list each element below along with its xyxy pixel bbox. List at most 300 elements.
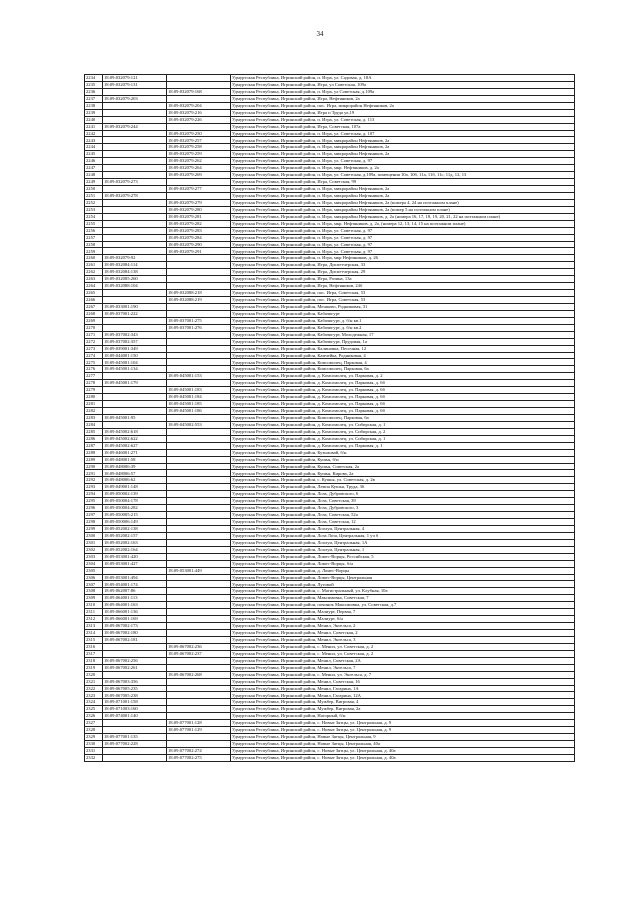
row-number-cell: 2323	[85, 692, 103, 699]
row-number-cell: 2269	[85, 317, 103, 324]
object-cadastral-number-cell	[167, 179, 231, 186]
address-cell: Удмуртская Республика, Игринский район, Ломес-Ворцы, б/н	[231, 560, 575, 567]
table-row	[85, 352, 575, 359]
row-number-cell: 2309	[85, 595, 103, 602]
cadastral-number-cell: 18:09:052002:163	[103, 539, 167, 546]
address-cell: Удмуртская Республика, Игринский район, Игра, Разина, 13а	[231, 276, 575, 283]
cadastral-number-cell	[103, 186, 167, 193]
table-row	[85, 741, 575, 748]
row-number-cell: 2316	[85, 643, 103, 650]
object-cadastral-number-cell	[167, 345, 231, 352]
object-cadastral-number-cell: 18:09:032079:264	[167, 165, 231, 172]
table-row	[85, 581, 575, 588]
row-number-cell: 2288	[85, 449, 103, 456]
cadastral-number-cell	[103, 324, 167, 331]
address-cell: Удмуртская Республика, Игринский район, Игра, Нефтяников, 2а	[231, 95, 575, 102]
cadastral-number-cell: 18:09:067005:235	[103, 685, 167, 692]
object-cadastral-number-cell	[167, 414, 231, 421]
address-cell: Удмуртская Республика, Игринский район, п. Игра, микрорайон Нефтяников, 2а	[231, 137, 575, 144]
cadastral-number-cell	[103, 102, 167, 109]
row-number-cell: 2246	[85, 158, 103, 165]
row-number-cell: 2303	[85, 553, 103, 560]
cadastral-number-cell: 18:09:032088:104	[103, 283, 167, 290]
table-row	[85, 699, 575, 706]
cadastral-number-cell	[103, 421, 167, 428]
object-cadastral-number-cell: 18:09:032088:218	[167, 290, 231, 297]
address-cell: Удмуртская Республика, Игринский район, Менил, Энгельса, 7	[231, 664, 575, 671]
address-cell: Удмуртская Республика, Игринский район, Кабачигурт, д. б/н кв.1	[231, 317, 575, 324]
object-cadastral-number-cell: 18:09:032079:279	[167, 199, 231, 206]
object-cadastral-number-cell	[167, 359, 231, 366]
table-row	[85, 130, 575, 137]
address-cell: Удмуртская Республика, Игринский район, Лоза, Дубровского, 6	[231, 491, 575, 498]
row-number-cell: 2262	[85, 269, 103, 276]
table-row	[85, 553, 575, 560]
cadastral-number-cell: 18:09:045002:622	[103, 435, 167, 442]
row-number-cell: 2311	[85, 609, 103, 616]
cadastral-number-cell: 18:09:052002:164	[103, 546, 167, 553]
row-number-cell: 2242	[85, 130, 103, 137]
row-number-cell: 2281	[85, 401, 103, 408]
address-cell: Удмуртская Республика, Игринский район, Мужбер, Вятровая, 4	[231, 699, 575, 706]
object-cadastral-number-cell	[167, 192, 231, 199]
object-cadastral-number-cell	[167, 352, 231, 359]
cadastral-number-cell: 18:09:052002:138	[103, 525, 167, 532]
object-cadastral-number-cell: 18:09:032079:204	[167, 102, 231, 109]
address-cell: Удмуртская Республика, Игринский район, Лоза, Советская, 39	[231, 498, 575, 505]
cadastral-number-cell	[103, 109, 167, 116]
row-number-cell: 2245	[85, 151, 103, 158]
address-cell: Удмуртская Республика, Игринский район, Менил, Энгельса, 2	[231, 623, 575, 630]
table-row	[85, 512, 575, 519]
table-row	[85, 297, 575, 304]
cadastral-number-cell	[103, 408, 167, 415]
address-cell: Удмуртская Республика, Игринский район, Ломес-Ворцы, Российская, 5	[231, 553, 575, 560]
table-row	[85, 255, 575, 262]
address-cell: Удмуртская Республика, Игринский район, с. Менил, ул. Советская, д. 2	[231, 643, 575, 650]
address-cell: Удмуртская Республика, Игринский район, починок Максимовка, ул. Советская, д.7	[231, 602, 575, 609]
row-number-cell: 2298	[85, 519, 103, 526]
table-row	[85, 643, 575, 650]
row-number-cell: 2308	[85, 588, 103, 595]
cadastral-number-cell: 18:09:050005:215	[103, 512, 167, 519]
cadastral-number-cell: 18:09:053001:420	[103, 553, 167, 560]
object-cadastral-number-cell	[167, 380, 231, 387]
object-cadastral-number-cell	[167, 539, 231, 546]
row-number-cell: 2279	[85, 387, 103, 394]
row-number-cell: 2324	[85, 699, 103, 706]
cadastral-number-cell	[103, 88, 167, 95]
row-number-cell: 2243	[85, 137, 103, 144]
row-number-cell: 2254	[85, 213, 103, 220]
cadastral-number-cell: 18:09:032079:131	[103, 81, 167, 88]
table-row	[85, 567, 575, 574]
object-cadastral-number-cell: 18:09:032079:281	[167, 213, 231, 220]
cadastral-number-cell: 18:09:037002:357	[103, 338, 167, 345]
address-cell: Удмуртская Республика, Игринский район, Новые Зятцы, Центральная, 40а	[231, 741, 575, 748]
address-cell: Удмуртская Республика, Игринский район, с. Новые Зятцы, ул. Центральная, д. 9	[231, 720, 575, 727]
cadastral-number-cell	[103, 137, 167, 144]
address-cell: Удмуртская Республика, Игринский район, п. Игра, ул Советская, д.109а	[231, 88, 575, 95]
cadastral-number-cell	[103, 317, 167, 324]
cadastral-number-cell: 18:09:033001:190	[103, 303, 167, 310]
table-row	[85, 123, 575, 130]
address-cell: Удмуртская Республика, Игринский район, с. Менил, ул. Энгельса, д. 7	[231, 671, 575, 678]
table-row	[85, 650, 575, 657]
object-cadastral-number-cell	[167, 123, 231, 130]
cadastral-number-cell	[103, 290, 167, 297]
table-row	[85, 290, 575, 297]
cadastral-number-cell: 18:09:045001:179	[103, 380, 167, 387]
row-number-cell: 2257	[85, 234, 103, 241]
row-number-cell: 2284	[85, 421, 103, 428]
row-number-cell: 2256	[85, 227, 103, 234]
table-row	[85, 317, 575, 324]
address-cell: Удмуртская Республика, Игринский район, пос. Игра, микрорайон Нефтяников, 2а	[231, 102, 575, 109]
cadastral-number-cell	[103, 297, 167, 304]
row-number-cell: 2291	[85, 470, 103, 477]
row-number-cell: 2305	[85, 567, 103, 574]
address-cell: Удмуртская Республика, Игринский район, Камчейка, Родниковая, 4	[231, 352, 575, 359]
table-row	[85, 706, 575, 713]
cadastral-number-cell: 18:09:053001:494	[103, 574, 167, 581]
address-cell: Удмуртская Республика, Игринский район, Малиурт, б/н	[231, 616, 575, 623]
table-row	[85, 616, 575, 623]
row-number-cell: 2247	[85, 165, 103, 172]
row-number-cell: 2274	[85, 352, 103, 359]
cadastral-number-cell: 18:09:067002:173	[103, 623, 167, 630]
address-cell: Удмуртская Республика, Игринский район, Максимовка, Советская, 7	[231, 595, 575, 602]
object-cadastral-number-cell	[167, 609, 231, 616]
cadastral-number-cell	[103, 172, 167, 179]
cadastral-number-cell: 18:09:048006:57	[103, 470, 167, 477]
object-cadastral-number-cell: 18:09:067002:237	[167, 650, 231, 657]
cadastral-number-cell: 18:09:067002:181	[103, 636, 167, 643]
address-cell: Удмуртская Республика, Игринский район, п. Игра, ул. Советская, д. 97	[231, 227, 575, 234]
table-row	[85, 532, 575, 539]
object-cadastral-number-cell	[167, 553, 231, 560]
object-cadastral-number-cell	[167, 477, 231, 484]
table-row	[85, 269, 575, 276]
cadastral-number-cell	[103, 158, 167, 165]
address-cell: Удмуртская Республика, Игринский район, Игра, Советская, 107а	[231, 123, 575, 130]
row-number-cell: 2248	[85, 172, 103, 179]
address-cell: Удмуртская Республика, Игринский район, с. Новые Зятцы, ул. Центральная, д. 9	[231, 727, 575, 734]
object-cadastral-number-cell: 18:09:037001:275	[167, 317, 231, 324]
row-number-cell: 2302	[85, 546, 103, 553]
row-number-cell: 2321	[85, 678, 103, 685]
cadastral-number-cell: 18:09:032079:273	[103, 179, 167, 186]
cadastral-number-cell: 18:09:032085:260	[103, 276, 167, 283]
row-number-cell: 2234	[85, 75, 103, 82]
table-row	[85, 671, 575, 678]
address-cell: Удмуртская Республика, Игринский район, Лоза Лоза, Центральная, 1 уч б	[231, 532, 575, 539]
object-cadastral-number-cell	[167, 366, 231, 373]
object-cadastral-number-cell	[167, 505, 231, 512]
row-number-cell: 2253	[85, 206, 103, 213]
row-number-cell: 2294	[85, 491, 103, 498]
row-number-cell: 2313	[85, 623, 103, 630]
table-row	[85, 359, 575, 366]
row-number-cell: 2292	[85, 477, 103, 484]
table-row	[85, 609, 575, 616]
object-cadastral-number-cell	[167, 692, 231, 699]
address-cell: Удмуртская Республика, Игринский район, д. Комсомолец, ул. Сибирская, д. 2	[231, 428, 575, 435]
object-cadastral-number-cell	[167, 519, 231, 526]
row-number-cell: 2307	[85, 581, 103, 588]
object-cadastral-number-cell: 18:09:032079:280	[167, 206, 231, 213]
object-cadastral-number-cell	[167, 734, 231, 741]
address-cell: Удмуртская Республика, Игринский район, Луговой	[231, 581, 575, 588]
row-number-cell: 2286	[85, 435, 103, 442]
table-row	[85, 428, 575, 435]
cadastral-number-cell	[103, 401, 167, 408]
cadastral-number-cell: 18:09:032079:244	[103, 123, 167, 130]
row-number-cell: 2299	[85, 525, 103, 532]
cadastral-number-cell: 18:09:077002:228	[103, 741, 167, 748]
table-row	[85, 227, 575, 234]
row-number-cell: 2267	[85, 303, 103, 310]
row-number-cell: 2332	[85, 754, 103, 761]
row-number-cell: 2238	[85, 102, 103, 109]
object-cadastral-number-cell	[167, 581, 231, 588]
object-cadastral-number-cell	[167, 484, 231, 491]
table-row	[85, 213, 575, 220]
object-cadastral-number-cell: 18:09:067002:268	[167, 671, 231, 678]
address-cell: Удмуртская Республика, Игринский район, пос. Игра, Советская, 53	[231, 297, 575, 304]
cadastral-number-cell: 18:09:048006:39	[103, 463, 167, 470]
row-number-cell: 2249	[85, 179, 103, 186]
address-cell: Удмуртская Республика, Игринский район, д. Комсомолец, ул. Парковая, д. 6б	[231, 380, 575, 387]
address-cell: Удмуртская Республика, Игринский район, д. Комсомолец, ул. Сибирская, д. 1	[231, 421, 575, 428]
address-cell: Удмуртская Республика, Игринский район, Лоза, Дубровского, 3	[231, 505, 575, 512]
cadastral-number-cell: 18:09:066001:169	[103, 616, 167, 623]
table-row	[85, 116, 575, 123]
table-row	[85, 158, 575, 165]
object-cadastral-number-cell	[167, 595, 231, 602]
table-row	[85, 234, 575, 241]
object-cadastral-number-cell	[167, 75, 231, 82]
object-cadastral-number-cell	[167, 428, 231, 435]
table-row	[85, 525, 575, 532]
row-number-cell: 2240	[85, 116, 103, 123]
object-cadastral-number-cell	[167, 713, 231, 720]
cadastral-number-cell	[103, 234, 167, 241]
object-cadastral-number-cell	[167, 331, 231, 338]
address-cell: Удмуртская Республика, Игринский район, п. Игра, мкр. Нефтяников, д. 2а	[231, 165, 575, 172]
object-cadastral-number-cell	[167, 706, 231, 713]
row-number-cell: 2263	[85, 276, 103, 283]
address-cell: Удмуртская Республика, Игринский район, п. Игра, ул. Советская, д. 97	[231, 234, 575, 241]
table-row	[85, 75, 575, 82]
row-number-cell: 2296	[85, 505, 103, 512]
cadastral-number-cell	[103, 387, 167, 394]
table-row	[85, 387, 575, 394]
cadastral-number-cell: 18:09:048006:62	[103, 477, 167, 484]
object-cadastral-number-cell: 18:09:067002:236	[167, 643, 231, 650]
row-number-cell: 2320	[85, 671, 103, 678]
cadastral-number-cell: 18:09:071003:160	[103, 706, 167, 713]
object-cadastral-number-cell	[167, 602, 231, 609]
row-number-cell: 2239	[85, 109, 103, 116]
table-row	[85, 442, 575, 449]
address-cell: Удмуртская Республика, Игринский район, Кушья, Советская, 2а	[231, 463, 575, 470]
table-row	[85, 449, 575, 456]
cadastral-number-cell	[103, 747, 167, 754]
address-cell: Удмуртская Республика, Игринский район, Менил, Гагарина, 12А	[231, 692, 575, 699]
address-cell: Удмуртская Республика, Игринский район, Менил, Гагарина, 1А	[231, 685, 575, 692]
address-cell: Удмуртская Республика, Игринский район, с. Кушья, ул. Советская, д. 2в	[231, 477, 575, 484]
object-cadastral-number-cell	[167, 491, 231, 498]
object-cadastral-number-cell: 18:09:032079:259	[167, 151, 231, 158]
row-number-cell: 2259	[85, 248, 103, 255]
row-number-cell: 2317	[85, 650, 103, 657]
address-cell: Удмуртская Республика, Игринский район, д. Комсомолец, ул. Парковая, д. 6б	[231, 401, 575, 408]
object-cadastral-number-cell	[167, 310, 231, 317]
object-cadastral-number-cell: 18:09:032079:250	[167, 130, 231, 137]
table-row	[85, 498, 575, 505]
row-number-cell: 2264	[85, 283, 103, 290]
table-row	[85, 88, 575, 95]
address-cell: Удмуртская Республика, Игринский район, пос. Игра, Советская, 53	[231, 290, 575, 297]
object-cadastral-number-cell	[167, 546, 231, 553]
address-cell: Удмуртская Республика, Игринский район, д. Комсомолец, ул. Парковая, д. 6б	[231, 408, 575, 415]
table-row	[85, 484, 575, 491]
object-cadastral-number-cell: 18:09:045001:186	[167, 408, 231, 415]
row-number-cell: 2329	[85, 734, 103, 741]
address-cell: Удмуртская Республика, Игринский район, с. Новые Зятцы, ул. Центральная, д. 40а	[231, 747, 575, 754]
object-cadastral-number-cell: 18:09:032079:168	[167, 88, 231, 95]
address-cell: Удмуртская Республика, Игринский район, п. Игра, микрорайон Нефтяников, 2а (номер 5 на поэтажном плане)	[231, 206, 575, 213]
address-cell: Удмуртская Республика, Игринский район, Кушья, б/н	[231, 456, 575, 463]
row-number-cell: 2236	[85, 88, 103, 95]
address-cell: Удмуртская Республика, Игринский район, п. Игра, микрорайон Нефтяников, 2а	[231, 144, 575, 151]
address-cell: Удмуртская Республика, Игринский район, д. Ломес-Ворцы	[231, 567, 575, 574]
row-number-cell: 2241	[85, 123, 103, 130]
cadastral-number-cell: 18:09:032079:92	[103, 255, 167, 262]
row-number-cell: 2293	[85, 484, 103, 491]
object-cadastral-number-cell: 18:09:045001:153	[167, 373, 231, 380]
table-row	[85, 470, 575, 477]
object-cadastral-number-cell	[167, 463, 231, 470]
cadastral-number-cell: 18:09:062007:86	[103, 588, 167, 595]
address-cell: Удмуртская Республика, Игринский район, Игра п Труда ул,19	[231, 109, 575, 116]
table-row	[85, 657, 575, 664]
object-cadastral-number-cell: 18:09:032079:257	[167, 137, 231, 144]
address-cell: Удмуртская Республика, Игринский район, д. Комсомолец, ул. Парковая, д. 1	[231, 442, 575, 449]
row-number-cell: 2251	[85, 192, 103, 199]
cadastral-number-cell	[103, 567, 167, 574]
row-number-cell: 2275	[85, 359, 103, 366]
row-number-cell: 2271	[85, 331, 103, 338]
table-row	[85, 283, 575, 290]
cadastral-number-cell	[103, 754, 167, 761]
cadastral-number-cell: 18:09:067002:261	[103, 664, 167, 671]
address-cell: Удмуртская Республика, Игринский район, Новые Зятцы, Центральная, 9	[231, 734, 575, 741]
table-row	[85, 331, 575, 338]
row-number-cell: 2282	[85, 408, 103, 415]
object-cadastral-number-cell	[167, 630, 231, 637]
table-row	[85, 713, 575, 720]
address-cell: Удмуртская Республика, Игринский район, Менил, Советская, 16	[231, 678, 575, 685]
address-cell: Удмуртская Республика, Игринский район, п. Игра, ул. Советская, д. 97	[231, 241, 575, 248]
object-cadastral-number-cell: 18:09:032079:258	[167, 144, 231, 151]
row-number-cell: 2268	[85, 310, 103, 317]
object-cadastral-number-cell: 18:09:045001:183	[167, 387, 231, 394]
row-number-cell: 2250	[85, 186, 103, 193]
cadastral-number-cell: 18:09:045001:134	[103, 366, 167, 373]
table-row	[85, 678, 575, 685]
row-number-cell: 2260	[85, 255, 103, 262]
table-row	[85, 421, 575, 428]
row-number-cell: 2276	[85, 366, 103, 373]
object-cadastral-number-cell: 18:09:032079:282	[167, 220, 231, 227]
cadastral-number-cell: 18:09:032084:138	[103, 269, 167, 276]
table-row	[85, 310, 575, 317]
cadastral-number-cell: 18:09:048001:58	[103, 456, 167, 463]
table-row	[85, 165, 575, 172]
object-cadastral-number-cell	[167, 525, 231, 532]
address-cell: Удмуртская Республика, Игринский район, Игра, ул Советская, 109а	[231, 81, 575, 88]
object-cadastral-number-cell: 18:09:045001:185	[167, 401, 231, 408]
cadastral-number-cell: 18:09:037002:343	[103, 331, 167, 338]
row-number-cell: 2295	[85, 498, 103, 505]
table-row	[85, 588, 575, 595]
cadastral-number-cell	[103, 130, 167, 137]
address-cell: Удмуртская Республика, Игринский район, Лоолуи, Центральная, 4	[231, 525, 575, 532]
address-cell: Удмуртская Республика, Игринский район, Менил, Советская, 2А	[231, 657, 575, 664]
row-number-cell: 2265	[85, 290, 103, 297]
table-row	[85, 414, 575, 421]
row-number-cell: 2278	[85, 380, 103, 387]
row-number-cell: 2327	[85, 720, 103, 727]
table-row	[85, 151, 575, 158]
table-row	[85, 539, 575, 546]
table-row	[85, 401, 575, 408]
address-cell: Удмуртская Республика, Игринский район, п. Игра, мкр Нефтяников, д. 26	[231, 255, 575, 262]
table-row	[85, 574, 575, 581]
object-cadastral-number-cell	[167, 435, 231, 442]
address-cell: Удмуртская Республика, Игринский район, Мешково, Родниковая, 31	[231, 303, 575, 310]
object-cadastral-number-cell: 18:09:032079:269	[167, 172, 231, 179]
address-cell: Удмуртская Республика, Игринский район, Игра, Нефтяников, 24б	[231, 283, 575, 290]
address-cell: Удмуртская Республика, Игринский район, Кабачигурт, Прудовая, 1а	[231, 338, 575, 345]
row-number-cell: 2322	[85, 685, 103, 692]
table-row	[85, 477, 575, 484]
cadastral-number-cell: 18:09:053001:427	[103, 560, 167, 567]
object-cadastral-number-cell	[167, 657, 231, 664]
address-cell: Удмуртская Республика, Игринский район, п. Игра, мкр. Нефтяников, д. 2а, (номера 12, 13, 14, 15 на поэтажном плане)	[231, 220, 575, 227]
table-row	[85, 102, 575, 109]
cadastral-number-cell	[103, 227, 167, 234]
table-row	[85, 435, 575, 442]
row-number-cell: 2252	[85, 199, 103, 206]
row-number-cell: 2306	[85, 574, 103, 581]
row-number-cell: 2289	[85, 456, 103, 463]
object-cadastral-number-cell	[167, 685, 231, 692]
table-row	[85, 623, 575, 630]
object-cadastral-number-cell	[167, 560, 231, 567]
row-number-cell: 2280	[85, 394, 103, 401]
object-cadastral-number-cell	[167, 81, 231, 88]
address-cell: Удмуртская Республика, Игринский район, Менил, Советская, 2	[231, 630, 575, 637]
table-row	[85, 754, 575, 761]
object-cadastral-number-cell: 18:09:045001:184	[167, 394, 231, 401]
object-cadastral-number-cell: 18:09:077001:128	[167, 720, 231, 727]
table-row	[85, 241, 575, 248]
address-cell: Удмуртская Республика, Игринский район, п. Игра, ул. Советская, д. 97	[231, 248, 575, 255]
address-cell: Удмуртская Республика, Игринский район, Лоолуи, Центральная, 1А	[231, 539, 575, 546]
